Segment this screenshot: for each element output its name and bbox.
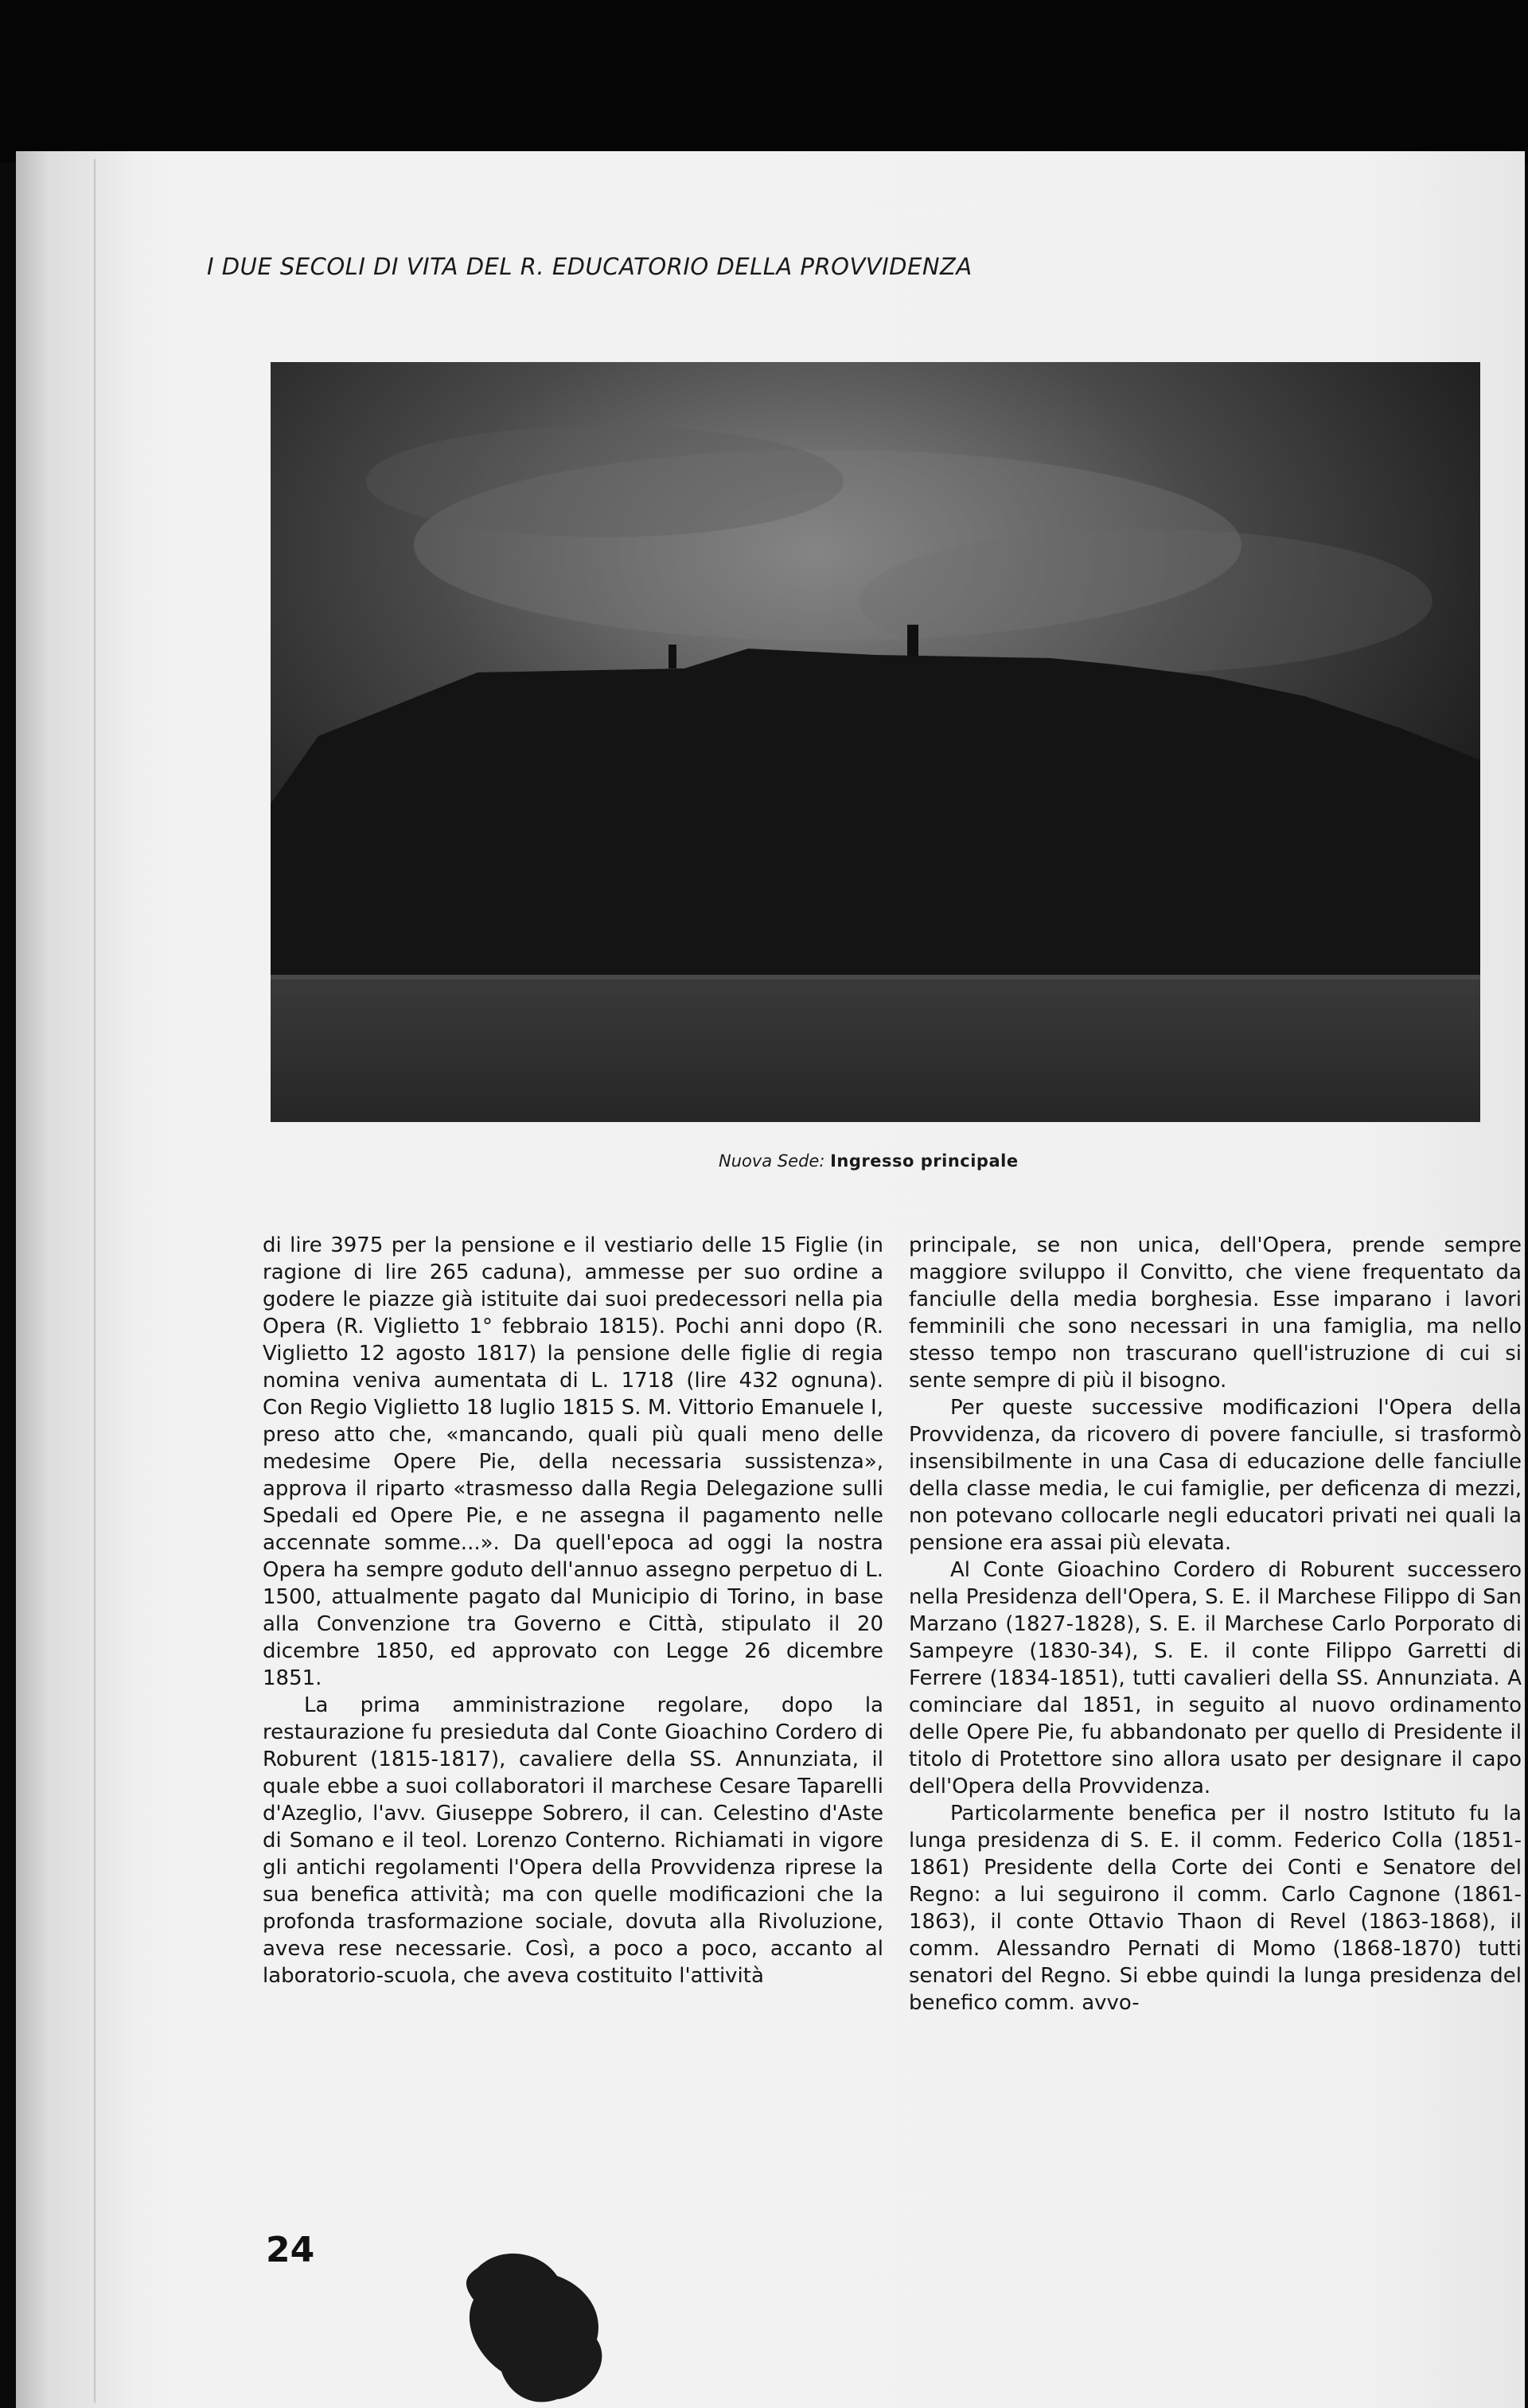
page-number: 24 [266,2230,315,2270]
paragraph: di lire 3975 per la pensione e il vestiario delle 15 Figlie (in ragione di lire 265 caduna), ammesse per suo ordine a godere le piazze già istituite dai suoi predecessori nella pia Opera (R. Viglietto 1° febbraio 1815). Pochi anni dopo (R. Viglietto 12 agosto 1817) la pensione delle figlie di regia nomina veniva aumentata di L. 1718 (lire 432 ognuna). Con Regio Viglietto 18 luglio 1815 S. M. Vittorio Emanuele I, preso atto che, «mancando, quali più quali meno delle medesime Opere Pie, della necessaria sussistenza», approva il riparto «trasmesso dalla Regia Delegazione sulli Spedali ed Opere Pie, e ne assegna il pagamento nelle accennate somme...». Da quell'epoca ad oggi la nostra Opera ha sempre goduto dell'annuo assegno perpetuo di L. 1500, attualmente pagato dal Municipio di Torino, in base alla Convenzione tra Governo e Città, stipulato il 20 dicembre 1850, ed approvato con Legge 26 dicembre 1851. [263,1233,883,1690]
paragraph: principale, se non unica, dell'Opera, prende sempre maggiore sviluppo il Convitto, che viene frequentato da fanciulle della media borghesia. Esse imparano i lavori femminili che sono necessari in una famiglia, ma nello stesso tempo non trascurano quell'istruzione di cui si sente sempre di più il bisogno. [909,1233,1522,1393]
page-gutter [16,151,135,2408]
building-photograph [271,362,1480,1122]
gutter-line [94,159,96,2403]
paragraph: Al Conte Gioachino Cordero di Roburent successero nella Presidenza dell'Opera, S. E. il Marchese Filippo di San Marzano (1827-1828), S. E. il Marchese Carlo Porporato di Sampeyre (1830-34), S. E. il conte Filippo Garretti di Ferrere (1834-1851), tutti cavalieri della SS. Annunziata. A cominciare dal 1851, in seguito al nuovo ordinamento delle Opere Pie, fu abbandonato per quello di Presidente il titolo di Protettore sino allora usato per designare il capo dell'Opera della Provvidenza. [909,1558,1522,1798]
caption-prefix: Nuova Sede: [719,1151,825,1171]
ink-blot-mark [446,2236,637,2408]
running-header: I DUE SECOLI DI VITA DEL R. EDUCATORIO DELLA PROVVIDENZA [207,253,973,280]
paragraph: Particolarmente benefica per il nostro Istituto fu la lunga presidenza di S. E. il comm. Federico Colla (1851-1861) Presidente della Corte dei Conti e Senatore del Regno: a lui seguirono il comm. Carlo Cagnone (1861-1863), il conte Ottavio Thaon di Revel (1863-1868), il comm. Alessandro Pernati di Momo (1868-1870) tutti senatori del Regno. Si ebbe quindi la lunga presidenza del benefico comm. avvo- [909,1802,1522,2015]
building-photo-illustration [271,362,1480,1122]
paragraph: La prima amministrazione regolare, dopo la restaurazione fu presieduta dal Conte Gioachino Cordero di Roburent (1815-1817), cavaliere della SS. Annunziata, il quale ebbe a suoi collaboratori il marchese Cesare Taparelli d'Azeglio, l'avv. Giuseppe Sobrero, il can. Celestino d'Aste di Somano e il teol. Lorenzo Conterno. Richiamati in vigore gli antichi regolamenti l'Opera della Provvidenza riprese la sua benefica attività; ma con quelle modificazioni che la profonda trasformazione sociale, dovuta alla Rivoluzione, aveva rese necessarie. Così, a poco a poco, accanto al laboratorio-scuola, che aveva costituito l'attività [263,1693,883,1988]
left-text-column [263,1232,883,1989]
scan-dark-border [0,0,1528,163]
paragraph: Per queste successive modificazioni l'Opera della Provvidenza, da ricovero di povere fanciulle, si trasformò insensibilmente in una Casa di educazione delle fanciulle della classe media, le cui famiglie, per deficenza di mezzi, non potevano collocarle negli educatori privati nei quali la pensione era assai più elevata. [909,1396,1522,1555]
photo-caption [719,1151,1019,1171]
right-text-column [909,1232,1522,2016]
caption-main: Ingresso principale [830,1151,1019,1171]
